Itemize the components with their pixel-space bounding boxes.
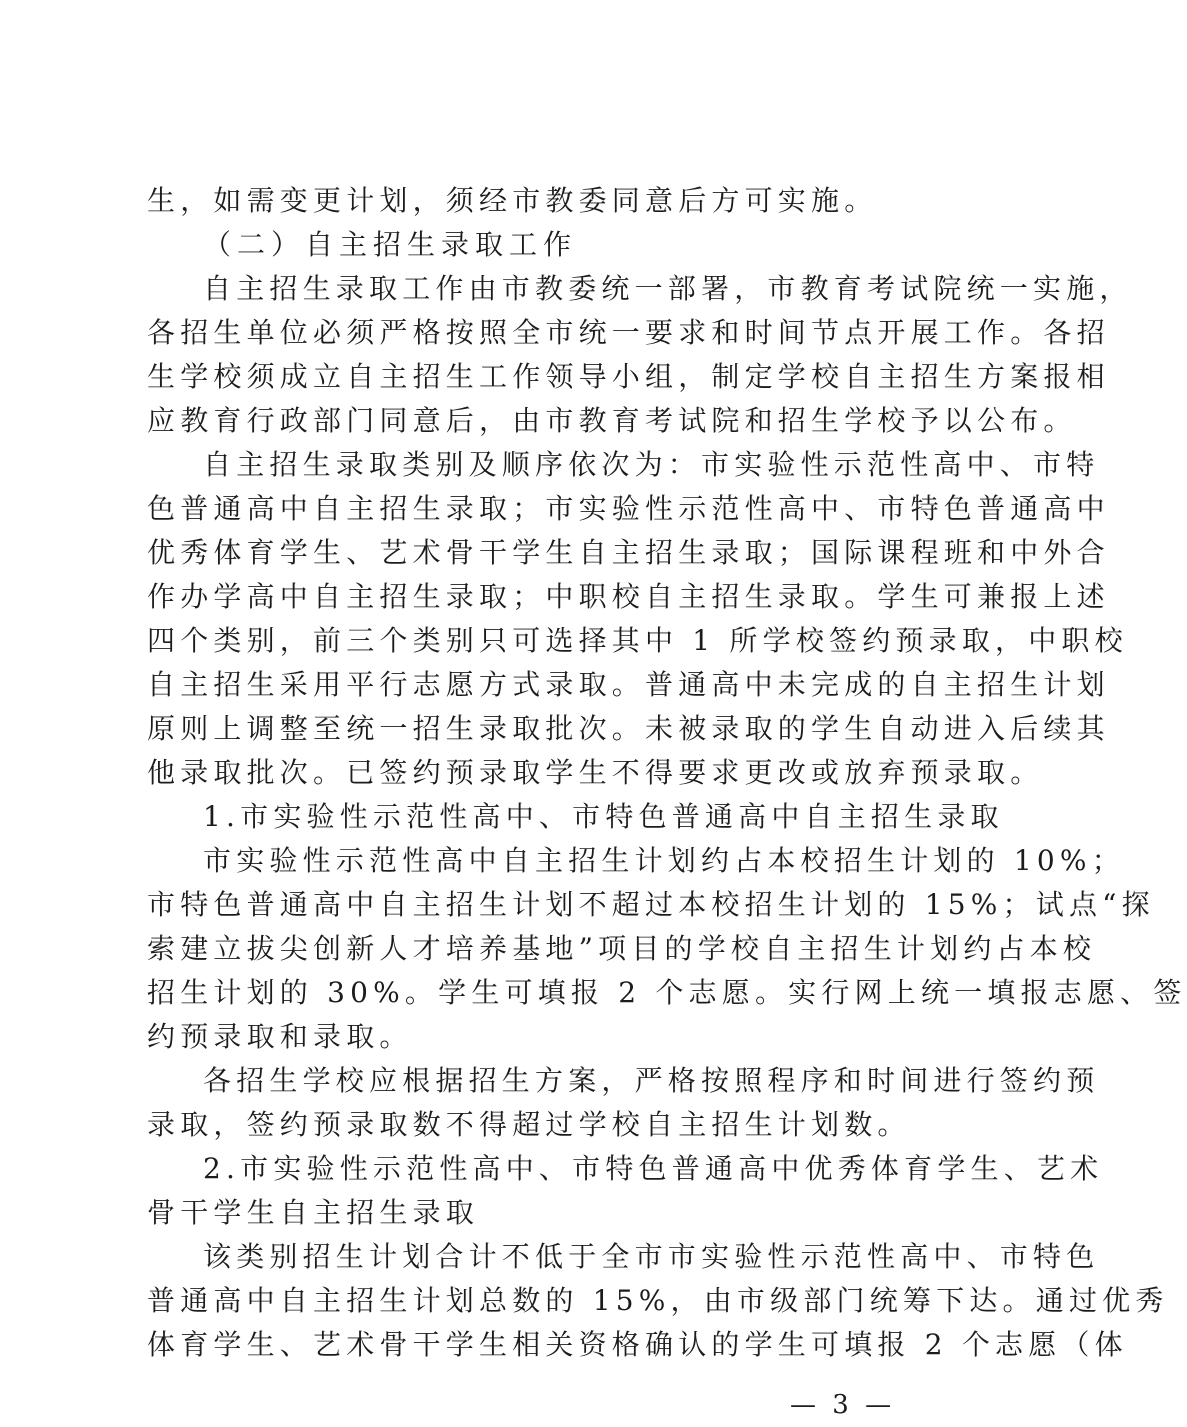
paragraph-line: 应教育行政部门同意后，由市教育考试院和招生学校予以公布。 xyxy=(147,404,1077,437)
paragraph-line: 各招生学校应根据招生方案，严格按照程序和时间进行签约预 xyxy=(203,1064,1100,1097)
paragraph-line: 生，如需变更计划，须经市教委同意后方可实施。 xyxy=(147,184,878,217)
paragraph-line: 色普通高中自主招生录取；市实验性示范性高中、市特色普通高中 xyxy=(147,492,1110,525)
subsection-heading-continued: 骨干学生自主招生录取 xyxy=(147,1196,480,1229)
paragraph-line: 市实验性示范性高中自主招生计划约占本校招生计划的 10%； xyxy=(203,844,1125,877)
section-heading: （二）自主招生录取工作 xyxy=(203,228,578,261)
paragraph-line: 自主招生录取类别及顺序依次为：市实验性示范性高中、市特 xyxy=(203,448,1100,481)
paragraph-line: 约预录取和录取。 xyxy=(147,1020,413,1053)
paragraph-line: 体育学生、艺术骨干学生相关资格确认的学生可填报 2 个志愿（体 xyxy=(147,1328,1128,1361)
paragraph-line: 各招生单位必须严格按照全市统一要求和时间节点开展工作。各招 xyxy=(147,316,1110,349)
paragraph-line: 优秀体育学生、艺术骨干学生自主招生录取；国际课程班和中外合 xyxy=(147,536,1110,569)
paragraph-line: 该类别招生计划合计不低于全市市实验性示范性高中、市特色 xyxy=(203,1240,1100,1273)
paragraph-line: 自主招生录取工作由市教委统一部署，市教育考试院统一实施， xyxy=(203,272,1133,305)
subsection-heading: 2.市实验性示范性高中、市特色普通高中优秀体育学生、艺术 xyxy=(203,1152,1104,1185)
page-number: — 3 — xyxy=(790,1390,896,1420)
paragraph-line: 他录取批次。已签约预录取学生不得要求更改或放弃预录取。 xyxy=(147,756,1044,789)
paragraph-line: 录取，签约预录取数不得超过学校自主招生计划数。 xyxy=(147,1108,911,1141)
paragraph-line: 自主招生采用平行志愿方式录取。普通高中未完成的自主招生计划 xyxy=(147,668,1110,701)
paragraph-line: 作办学高中自主招生录取；中职校自主招生录取。学生可兼报上述 xyxy=(147,580,1110,613)
paragraph-line: 四个类别，前三个类别只可选择其中 1 所学校签约预录取，中职校 xyxy=(147,624,1128,657)
paragraph-line: 生学校须成立自主招生工作领导小组，制定学校自主招生方案报相 xyxy=(147,360,1110,393)
paragraph-line: 市特色普通高中自主招生计划不超过本校招生计划的 15%；试点“探 xyxy=(147,888,1155,921)
paragraph-line: 招生计划的 30%。学生可填报 2 个志愿。实行网上统一填报志愿、签 xyxy=(147,976,1187,1009)
subsection-heading: 1.市实验性示范性高中、市特色普通高中自主招生录取 xyxy=(203,800,1004,833)
paragraph-line: 索建立拔尖创新人才培养基地”项目的学校自主招生计划约占本校 xyxy=(147,932,1097,965)
paragraph-line: 普通高中自主招生计划总数的 15%，由市级部门统筹下达。通过优秀 xyxy=(147,1284,1169,1317)
paragraph-line: 原则上调整至统一招生录取批次。未被录取的学生自动进入后续其 xyxy=(147,712,1110,745)
